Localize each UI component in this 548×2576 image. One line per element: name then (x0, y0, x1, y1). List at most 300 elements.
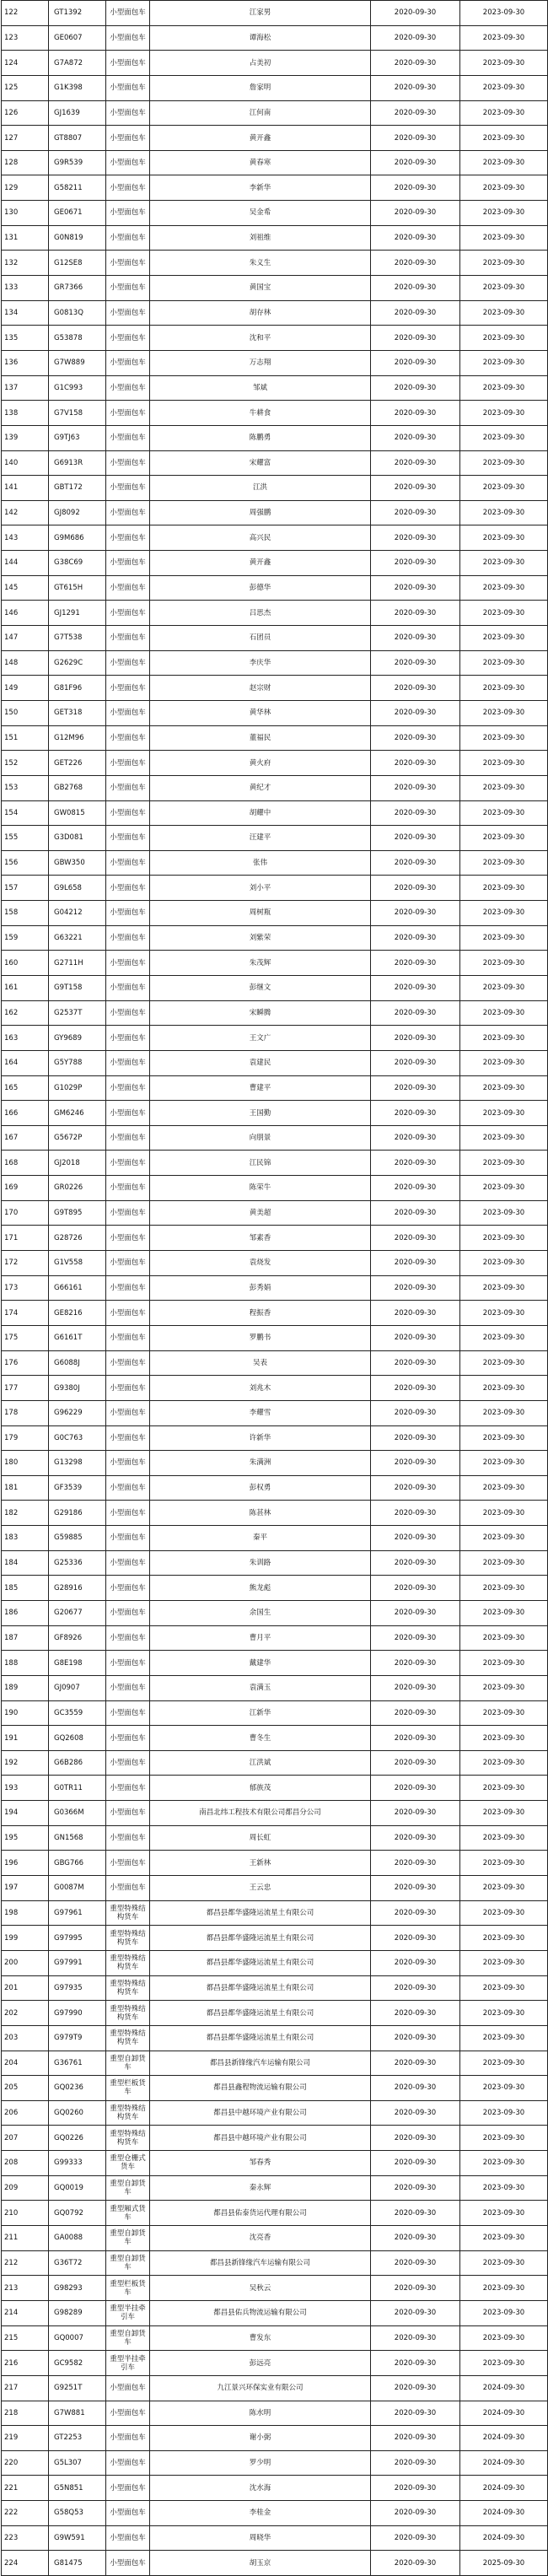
vehicle-type: 小型面包车 (106, 1451, 150, 1476)
table-row (2, 25, 548, 51)
owner-name: 都昌县都华盛隆运流星土有限公司 (150, 2025, 371, 2051)
end-date: 2023-09-30 (460, 2250, 548, 2276)
end-date: 2023-09-30 (460, 1425, 548, 1451)
row-number: 191 (2, 1726, 49, 1751)
plate-number: G81475 (49, 2551, 106, 2576)
row-number: 168 (2, 1151, 49, 1176)
table-row (2, 650, 548, 676)
table-row (2, 1900, 548, 1926)
table-row (2, 1876, 548, 1901)
end-date: 2023-09-30 (460, 626, 548, 651)
end-date: 2023-09-30 (460, 601, 548, 626)
start-date: 2020-09-30 (371, 2201, 460, 2226)
owner-name: 黄春寒 (150, 150, 371, 175)
vehicle-type: 小型面包车 (106, 1526, 150, 1551)
owner-name: 袁建民 (150, 1050, 371, 1075)
start-date: 2020-09-30 (371, 2226, 460, 2251)
table-row (2, 2325, 548, 2351)
table-row (2, 850, 548, 876)
table-row (2, 1675, 548, 1700)
end-date: 2023-09-30 (460, 1275, 548, 1301)
start-date: 2020-09-30 (371, 2375, 460, 2401)
start-date: 2020-09-30 (371, 2325, 460, 2351)
start-date: 2020-09-30 (371, 1801, 460, 1826)
plate-number: GE0607 (49, 25, 106, 51)
plate-number: G0366M (49, 1801, 106, 1826)
vehicle-type: 小型面包车 (106, 1350, 150, 1376)
end-date: 2023-09-30 (460, 401, 548, 426)
owner-name: 曹建平 (150, 1075, 371, 1101)
owner-name: 刘兆木 (150, 1376, 371, 1401)
end-date: 2023-09-30 (460, 1200, 548, 1226)
table-row (2, 2250, 548, 2276)
row-number: 155 (2, 826, 49, 851)
vehicle-type: 小型面包车 (106, 525, 150, 551)
vehicle-type: 小型面包车 (106, 1151, 150, 1176)
table-row (2, 251, 548, 276)
row-number: 150 (2, 700, 49, 725)
owner-name: 罗少明 (150, 2450, 371, 2476)
table-row (2, 1576, 548, 1601)
vehicle-type: 重型自卸货车 (106, 2226, 150, 2251)
table-row (2, 276, 548, 301)
row-number: 131 (2, 225, 49, 251)
owner-name: 王文广 (150, 1026, 371, 1051)
owner-name: 曹月平 (150, 1625, 371, 1651)
row-number: 222 (2, 2501, 49, 2526)
end-date: 2023-09-30 (460, 150, 548, 175)
owner-name: 吕思杰 (150, 601, 371, 626)
row-number: 223 (2, 2525, 49, 2551)
table-row (2, 2476, 548, 2501)
table-row (2, 2076, 548, 2101)
owner-name: 彭秀娟 (150, 1275, 371, 1301)
vehicle-type: 小型面包车 (106, 375, 150, 401)
vehicle-type: 小型面包车 (106, 1576, 150, 1601)
end-date: 2023-09-30 (460, 2175, 548, 2201)
table-row (2, 300, 548, 326)
row-number: 158 (2, 901, 49, 926)
owner-name: 都昌县都华盛隆运流星土有限公司 (150, 1950, 371, 1975)
owner-name: 许新华 (150, 1425, 371, 1451)
row-number: 149 (2, 676, 49, 701)
table-row (2, 1075, 548, 1101)
plate-number: G9T158 (49, 975, 106, 1000)
vehicle-table (1, 0, 548, 2576)
end-date: 2023-09-30 (460, 1526, 548, 1551)
table-row (2, 901, 548, 926)
row-number: 195 (2, 1825, 49, 1851)
vehicle-type: 小型面包车 (106, 2401, 150, 2426)
table-row (2, 1026, 548, 1051)
end-date: 2023-09-30 (460, 1376, 548, 1401)
vehicle-type: 小型面包车 (106, 725, 150, 751)
plate-number: G9L658 (49, 876, 106, 901)
vehicle-type: 重型特殊结构货车 (106, 2001, 150, 2026)
owner-name: 都昌县佑泰货运代理有限公司 (150, 2201, 371, 2226)
start-date: 2020-09-30 (371, 876, 460, 901)
table-row (2, 876, 548, 901)
table-row (2, 2525, 548, 2551)
end-date: 2024-09-30 (460, 2450, 548, 2476)
row-number: 125 (2, 75, 49, 100)
start-date: 2020-09-30 (371, 975, 460, 1000)
owner-name: 占美初 (150, 51, 371, 76)
end-date: 2023-09-30 (460, 51, 548, 76)
plate-number: G25336 (49, 1550, 106, 1576)
owner-name: 周强鹏 (150, 500, 371, 525)
row-number: 134 (2, 300, 49, 326)
owner-name: 程振香 (150, 1301, 371, 1326)
vehicle-type: 重型自卸货车 (106, 2051, 150, 2076)
start-date: 2020-09-30 (371, 2126, 460, 2151)
end-date: 2023-09-30 (460, 1876, 548, 1901)
owner-name: 李耀雪 (150, 1400, 371, 1425)
plate-number: G28726 (49, 1226, 106, 1251)
vehicle-type: 小型面包车 (106, 300, 150, 326)
row-number: 152 (2, 751, 49, 776)
end-date: 2023-09-30 (460, 425, 548, 450)
start-date: 2020-09-30 (371, 500, 460, 525)
owner-name: 黄开鑫 (150, 551, 371, 576)
row-number: 139 (2, 425, 49, 450)
vehicle-type: 小型面包车 (106, 925, 150, 951)
owner-name: 朱训路 (150, 1550, 371, 1576)
plate-number: G58211 (49, 175, 106, 201)
plate-number: G0C763 (49, 1425, 106, 1451)
end-date: 2023-09-30 (460, 925, 548, 951)
start-date: 2020-09-30 (371, 575, 460, 601)
row-number: 123 (2, 25, 49, 51)
vehicle-type: 小型面包车 (106, 1000, 150, 1026)
owner-name: 袁满玉 (150, 1675, 371, 1700)
row-number: 133 (2, 276, 49, 301)
end-date: 2023-09-30 (460, 1825, 548, 1851)
plate-number: G59885 (49, 1526, 106, 1551)
row-number: 186 (2, 1601, 49, 1626)
plate-number: GET226 (49, 751, 106, 776)
owner-name: 胡玉京 (150, 2551, 371, 2576)
start-date: 2020-09-30 (371, 2525, 460, 2551)
end-date: 2023-09-30 (460, 326, 548, 351)
vehicle-type: 小型面包车 (106, 500, 150, 525)
table-row (2, 225, 548, 251)
row-number: 215 (2, 2325, 49, 2351)
row-number: 122 (2, 1, 49, 26)
table-row (2, 525, 548, 551)
table-row (2, 1050, 548, 1075)
start-date: 2020-09-30 (371, 25, 460, 51)
table-row (2, 1726, 548, 1751)
start-date: 2020-09-30 (371, 1501, 460, 1526)
row-number: 157 (2, 876, 49, 901)
end-date: 2024-09-30 (460, 2476, 548, 2501)
owner-name: 曹冬生 (150, 1726, 371, 1751)
vehicle-type: 小型面包车 (106, 575, 150, 601)
plate-number: GC3559 (49, 1700, 106, 1726)
vehicle-type: 小型面包车 (106, 1726, 150, 1751)
start-date: 2020-09-30 (371, 1101, 460, 1126)
plate-number: GJ1639 (49, 100, 106, 126)
plate-number: G97990 (49, 2001, 106, 2026)
plate-number: GT1392 (49, 1, 106, 26)
start-date: 2020-09-30 (371, 601, 460, 626)
end-date: 2023-09-30 (460, 1125, 548, 1151)
row-number: 214 (2, 2300, 49, 2325)
row-number: 127 (2, 126, 49, 151)
table-row (2, 2175, 548, 2201)
owner-name: 都昌县新锋缘汽车运输有限公司 (150, 2250, 371, 2276)
end-date: 2024-09-30 (460, 2375, 548, 2401)
owner-name: 郁族茂 (150, 1776, 371, 1801)
table-row (2, 2351, 548, 2376)
end-date: 2023-09-30 (460, 1851, 548, 1876)
vehicle-type: 小型面包车 (106, 25, 150, 51)
table-row (2, 725, 548, 751)
row-number: 187 (2, 1625, 49, 1651)
start-date: 2020-09-30 (371, 2151, 460, 2176)
table-row (2, 2450, 548, 2476)
table-row (2, 51, 548, 76)
table-row (2, 1101, 548, 1126)
start-date: 2020-09-30 (371, 2401, 460, 2426)
end-date: 2023-09-30 (460, 775, 548, 800)
vehicle-type: 小型面包车 (106, 2501, 150, 2526)
owner-name: 陈荣牛 (150, 1176, 371, 1201)
start-date: 2020-09-30 (371, 1975, 460, 2001)
row-number: 180 (2, 1451, 49, 1476)
plate-number: G66161 (49, 1275, 106, 1301)
end-date: 2023-09-30 (460, 2351, 548, 2376)
end-date: 2023-09-30 (460, 2325, 548, 2351)
vehicle-type: 小型面包车 (106, 1376, 150, 1401)
start-date: 2020-09-30 (371, 476, 460, 501)
vehicle-type: 小型面包车 (106, 951, 150, 976)
table-row (2, 2501, 548, 2526)
owner-name: 秦平 (150, 1526, 371, 1551)
vehicle-type: 小型面包车 (106, 1026, 150, 1051)
end-date: 2023-09-30 (460, 1026, 548, 1051)
plate-number: G12SE8 (49, 251, 106, 276)
row-number: 166 (2, 1101, 49, 1126)
plate-number: GA0088 (49, 2226, 106, 2251)
table-row (2, 2276, 548, 2301)
vehicle-type: 小型面包车 (106, 775, 150, 800)
vehicle-type: 小型面包车 (106, 100, 150, 126)
end-date: 2023-09-30 (460, 2300, 548, 2325)
owner-name: 王云忠 (150, 1876, 371, 1901)
plate-number: GB2768 (49, 775, 106, 800)
vehicle-type: 小型面包车 (106, 425, 150, 450)
plate-number: G7V158 (49, 401, 106, 426)
table-row (2, 2551, 548, 2576)
row-number: 183 (2, 1526, 49, 1551)
plate-number: GT2253 (49, 2426, 106, 2451)
row-number: 178 (2, 1400, 49, 1425)
start-date: 2020-09-30 (371, 1601, 460, 1626)
owner-name: 都昌县都华盛隆运流星土有限公司 (150, 2001, 371, 2026)
owner-name: 都昌县鑫程物流运输有限公司 (150, 2076, 371, 2101)
row-number: 224 (2, 2551, 49, 2576)
plate-number: G98293 (49, 2276, 106, 2301)
start-date: 2020-09-30 (371, 826, 460, 851)
vehicle-type: 小型面包车 (106, 1075, 150, 1101)
owner-name: 向朋景 (150, 1125, 371, 1151)
owner-name: 王新林 (150, 1851, 371, 1876)
table-row (2, 1550, 548, 1576)
owner-name: 刘小平 (150, 876, 371, 901)
vehicle-type: 小型面包车 (106, 1876, 150, 1901)
table-row (2, 826, 548, 851)
vehicle-type: 小型面包车 (106, 2525, 150, 2551)
table-row (2, 1151, 548, 1176)
plate-number: GN1568 (49, 1825, 106, 1851)
end-date: 2023-09-30 (460, 1801, 548, 1826)
owner-name: 黄纪才 (150, 775, 371, 800)
owner-name: 万志翔 (150, 350, 371, 375)
row-number: 148 (2, 650, 49, 676)
start-date: 2020-09-30 (371, 1851, 460, 1876)
start-date: 2020-09-30 (371, 175, 460, 201)
plate-number: G38C69 (49, 551, 106, 576)
owner-name: 彭德华 (150, 575, 371, 601)
end-date: 2023-09-30 (460, 1101, 548, 1126)
plate-number: GR0226 (49, 1176, 106, 1201)
table-row (2, 1651, 548, 1676)
owner-name: 都昌县中越环境产业有限公司 (150, 2126, 371, 2151)
end-date: 2023-09-30 (460, 876, 548, 901)
table-row (2, 1750, 548, 1776)
row-number: 171 (2, 1226, 49, 1251)
end-date: 2023-09-30 (460, 1075, 548, 1101)
owner-name: 朱茂辉 (150, 951, 371, 976)
start-date: 2020-09-30 (371, 1475, 460, 1501)
plate-number: GQ0007 (49, 2325, 106, 2351)
owner-name: 陈甚林 (150, 1501, 371, 1526)
table-row (2, 2001, 548, 2026)
end-date: 2023-09-30 (460, 225, 548, 251)
end-date: 2023-09-30 (460, 25, 548, 51)
plate-number: GBW350 (49, 850, 106, 876)
owner-name: 袁烧发 (150, 1251, 371, 1276)
owner-name: 都昌县中越环境产业有限公司 (150, 2100, 371, 2126)
row-number: 164 (2, 1050, 49, 1075)
end-date: 2023-09-30 (460, 2051, 548, 2076)
vehicle-type: 重型特殊结构货车 (106, 1950, 150, 1975)
owner-name: 胡耀中 (150, 800, 371, 826)
table-row (2, 2151, 548, 2176)
row-number: 208 (2, 2151, 49, 2176)
owner-name: 邹斌 (150, 375, 371, 401)
vehicle-type: 小型面包车 (106, 1425, 150, 1451)
vehicle-type: 小型面包车 (106, 1550, 150, 1576)
plate-number: G36T72 (49, 2250, 106, 2276)
owner-name: 汪建平 (150, 826, 371, 851)
table-row (2, 1350, 548, 1376)
start-date: 2020-09-30 (371, 1, 460, 26)
plate-number: G9W591 (49, 2525, 106, 2551)
plate-number: G04212 (49, 901, 106, 926)
vehicle-type: 重型特殊结构货车 (106, 2025, 150, 2051)
vehicle-type: 重型半挂牵引车 (106, 2300, 150, 2325)
table-row (2, 1200, 548, 1226)
owner-name: 石团员 (150, 626, 371, 651)
plate-number: GJ8092 (49, 500, 106, 525)
start-date: 2020-09-30 (371, 1151, 460, 1176)
table-row (2, 2226, 548, 2251)
plate-number: GJ0907 (49, 1675, 106, 1700)
plate-number: G1029P (49, 1075, 106, 1101)
vehicle-type: 小型面包车 (106, 476, 150, 501)
end-date: 2023-09-30 (460, 951, 548, 976)
plate-number: GW0815 (49, 800, 106, 826)
vehicle-type: 重型特殊结构货车 (106, 1975, 150, 2001)
row-number: 203 (2, 2025, 49, 2051)
end-date: 2023-09-30 (460, 75, 548, 100)
owner-name: 彭继文 (150, 975, 371, 1000)
plate-number: G36761 (49, 2051, 106, 2076)
end-date: 2023-09-30 (460, 1550, 548, 1576)
start-date: 2020-09-30 (371, 1675, 460, 1700)
start-date: 2020-09-30 (371, 1200, 460, 1226)
row-number: 141 (2, 476, 49, 501)
vehicle-type: 小型面包车 (106, 225, 150, 251)
plate-number: GY9689 (49, 1026, 106, 1051)
row-number: 169 (2, 1176, 49, 1201)
end-date: 2023-09-30 (460, 725, 548, 751)
vehicle-type: 小型面包车 (106, 1, 150, 26)
row-number: 153 (2, 775, 49, 800)
table-row (2, 551, 548, 576)
end-date: 2023-09-30 (460, 2001, 548, 2026)
table-row (2, 1950, 548, 1975)
row-number: 126 (2, 100, 49, 126)
plate-number: G0087M (49, 1876, 106, 1901)
owner-name: 江家男 (150, 1, 371, 26)
vehicle-type: 重型特殊结构货车 (106, 2126, 150, 2151)
vehicle-type: 小型面包车 (106, 650, 150, 676)
plate-number: G7A872 (49, 51, 106, 76)
table-row (2, 800, 548, 826)
vehicle-type: 重型栏板货车 (106, 2076, 150, 2101)
start-date: 2020-09-30 (371, 1000, 460, 1026)
end-date: 2023-09-30 (460, 1950, 548, 1975)
start-date: 2020-09-30 (371, 676, 460, 701)
table-row (2, 500, 548, 525)
vehicle-type: 小型面包车 (106, 850, 150, 876)
start-date: 2020-09-30 (371, 725, 460, 751)
plate-number: G96229 (49, 1400, 106, 1425)
table-row (2, 150, 548, 175)
end-date: 2023-09-30 (460, 1000, 548, 1026)
plate-number: GQ0260 (49, 2100, 106, 2126)
plate-number: GE0671 (49, 201, 106, 226)
vehicle-type: 小型面包车 (106, 1776, 150, 1801)
plate-number: G0813Q (49, 300, 106, 326)
owner-name: 刘紫荣 (150, 925, 371, 951)
row-number: 128 (2, 150, 49, 175)
row-number: 199 (2, 1926, 49, 1951)
end-date: 2023-09-30 (460, 800, 548, 826)
plate-number: GR7366 (49, 276, 106, 301)
plate-number: G1V558 (49, 1251, 106, 1276)
vehicle-type: 小型面包车 (106, 150, 150, 175)
start-date: 2020-09-30 (371, 1425, 460, 1451)
end-date: 2023-09-30 (460, 2226, 548, 2251)
table-row (2, 2426, 548, 2451)
plate-number: G5N851 (49, 2476, 106, 2501)
start-date: 2020-09-30 (371, 1226, 460, 1251)
